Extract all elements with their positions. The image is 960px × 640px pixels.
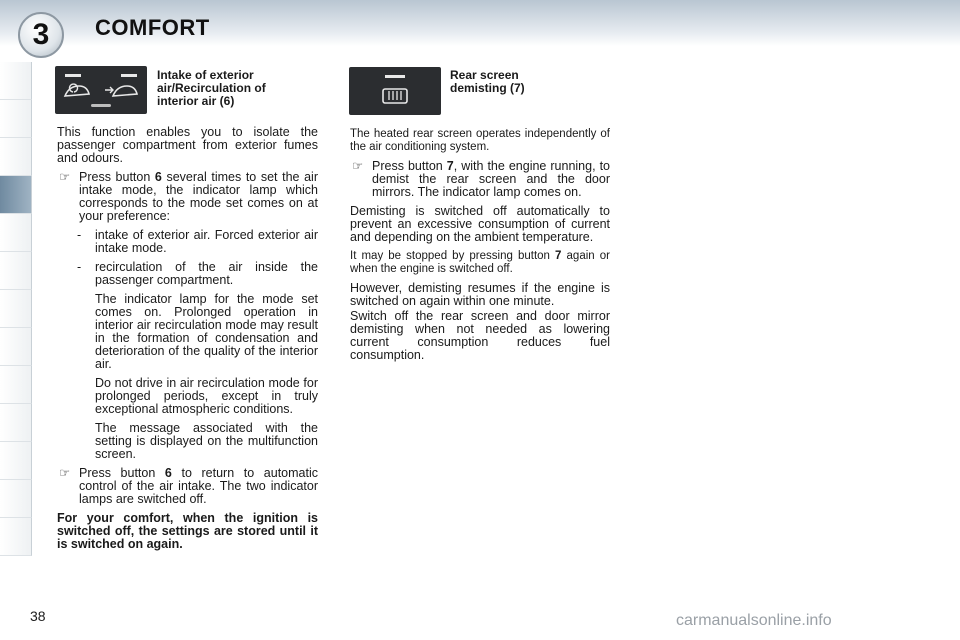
comfort-note: For your comfort, when the ignition is switched off, the settings are stored until it is switched on again.: [57, 511, 318, 551]
note-paragraph: The message associated with the setting is displayed on the multifunction screen.: [95, 421, 318, 461]
air-recirculation-button-image: [55, 66, 147, 114]
button-number: 7: [446, 159, 454, 173]
chapter-tab-4-active[interactable]: [0, 176, 32, 214]
chapter-tabs: [0, 62, 34, 556]
option-item: - intake of exterior air. Forced exterior air intake mode.: [77, 228, 318, 255]
instruction-bullet: ☞ Press button 7, with the engine running, to demist the rear screen and the door mirrors. The indicator lamp comes on.: [352, 159, 611, 199]
info-paragraph: Demisting is switched off automatically to prevent an excessive consumption of current and depending on the ambient temperature.: [350, 204, 610, 244]
pointing-hand-icon: ☞: [59, 466, 71, 480]
intro-paragraph: The heated rear screen operates independently of the air conditioning system.: [350, 128, 610, 153]
info-paragraph: However, demisting resumes if the engine is switched on again within one minute.: [350, 281, 610, 308]
info-paragraph: Switch off the rear screen and door mirror demisting when not needed as lowering current consumption reduces fuel consumption.: [350, 309, 610, 362]
left-column: [57, 126, 318, 557]
info-paragraph: It may be stopped by pressing button 7 again or when the engine is switched off.: [350, 250, 610, 275]
chapter-tab-7[interactable]: [0, 290, 32, 328]
button-number: 7: [555, 250, 562, 262]
intro-paragraph: This function enables you to isolate the passenger compartment from exterior fumes and odours.: [57, 125, 318, 165]
right-column: [350, 128, 610, 368]
chapter-badge: 3: [18, 12, 64, 58]
rear-demist-icon: [349, 67, 441, 115]
chapter-tab-9[interactable]: [0, 366, 32, 404]
right-section-heading: Rear screen demisting (7): [450, 68, 525, 95]
option-item: - recirculation of the air inside the passenger compartment.: [77, 260, 318, 287]
rear-demist-button-image: [349, 67, 441, 115]
chapter-tab-1[interactable]: [0, 62, 32, 100]
page-title: COMFORT: [95, 15, 210, 40]
chapter-tab-5[interactable]: [0, 214, 32, 252]
instruction-bullet: ☞ Press button 6 several times to set the air intake mode, the indicator lamp which corresponds to the mode set comes on at your preference:: [59, 170, 318, 223]
button-number: 6: [154, 170, 162, 184]
left-section-heading: Intake of exterior air/Recirculation of interior air (6): [157, 68, 266, 108]
chapter-tab-3[interactable]: [0, 138, 32, 176]
chapter-tab-10[interactable]: [0, 404, 32, 442]
pointing-hand-icon: ☞: [59, 170, 71, 184]
pointing-hand-icon: ☞: [352, 159, 364, 173]
note-paragraph: The indicator lamp for the mode set comes on. Prolonged operation in interior air recirculation mode may result in the formation of condensation and deterioration of the quality of the interior air.: [95, 292, 318, 371]
chapter-tab-6[interactable]: [0, 252, 32, 290]
watermark: carmanualsonline.info: [676, 612, 832, 629]
chapter-tab-13[interactable]: [0, 518, 32, 556]
page-number: 38: [30, 608, 46, 624]
note-paragraph: Do not drive in air recirculation mode for prolonged periods, except in truly exceptional atmospheric conditions.: [95, 376, 318, 416]
chapter-tab-12[interactable]: [0, 480, 32, 518]
air-recirculation-icon: [55, 66, 147, 114]
chapter-tab-11[interactable]: [0, 442, 32, 480]
chapter-tab-2[interactable]: [0, 100, 32, 138]
instruction-bullet: ☞ Press button 6 to return to automatic control of the air intake. The two indicator lamps are switched off.: [59, 466, 318, 506]
button-number: 6: [164, 466, 172, 480]
chapter-tab-8[interactable]: [0, 328, 32, 366]
